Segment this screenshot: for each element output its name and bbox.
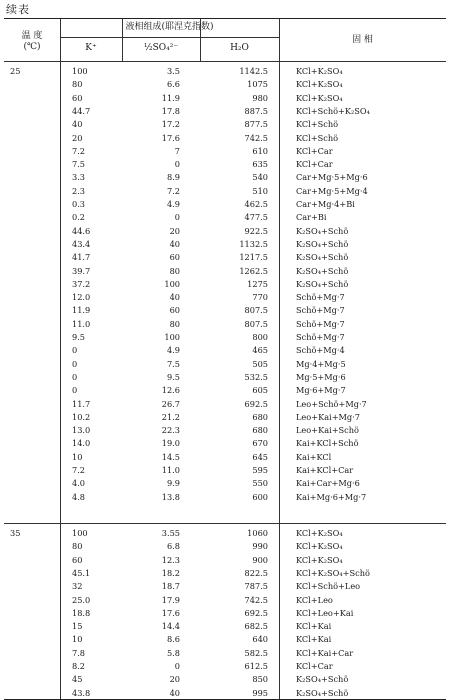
cell-h2o: 787.5: [244, 581, 268, 592]
cell-so4: 17.6: [161, 607, 180, 618]
cell-h2o: 550: [252, 478, 268, 489]
cell-so4: 20: [169, 225, 180, 236]
cell-k: 0.3: [72, 199, 86, 209]
cell-k: 12.0: [72, 292, 91, 303]
cell-so4: 40: [169, 238, 180, 249]
cell-so4: 3.55: [161, 528, 180, 538]
cell-so4: 12.3: [161, 554, 180, 565]
cell-k: 0.2: [72, 212, 86, 223]
cell-k: 100: [72, 66, 88, 76]
cell-phase: K₂SO₄+Schö: [296, 252, 349, 263]
cell-phase: K₂SO₄+Schö: [296, 225, 349, 236]
cell-k: 2.3: [72, 185, 86, 196]
cell-k: 4.0: [72, 478, 86, 489]
column-divider: [60, 19, 61, 699]
cell-so4: 60: [169, 305, 180, 316]
cell-so4: 21.2: [161, 411, 180, 422]
cell-phase: Car+Mg·5+Mg·6: [296, 172, 368, 183]
cell-k: 4.8: [72, 491, 86, 502]
cell-h2o: 1262.5: [239, 265, 268, 276]
cell-so4: 17.9: [161, 594, 180, 605]
cell-phase: Kai+KCl+Schö: [296, 438, 359, 449]
cell-so4: 0: [174, 212, 180, 223]
cell-h2o: 742.5: [244, 132, 268, 143]
cell-h2o: 645: [252, 451, 268, 462]
cell-so4: 11.0: [161, 465, 180, 475]
cell-phase: Mg·4+Mg·5: [296, 358, 346, 369]
cell-so4: 20: [169, 674, 180, 685]
cell-h2o: 505: [252, 358, 268, 369]
cell-phase: KCl+Schö: [296, 119, 339, 130]
cell-h2o: 612.5: [244, 661, 268, 671]
cell-k: 0: [72, 385, 78, 396]
cell-h2o: 462.5: [244, 199, 268, 209]
cell-k: 11.0: [72, 318, 91, 329]
cell-h2o: 1217.5: [239, 252, 268, 263]
cell-h2o: 807.5: [244, 305, 268, 316]
cell-h2o: 995: [252, 687, 268, 698]
cell-so4: 18.2: [161, 567, 180, 578]
temperature-value: 35: [10, 528, 21, 538]
header-temperature: 温 度 (℃): [21, 31, 43, 52]
cell-k: 37.2: [72, 278, 91, 289]
header-solid-phase: 固 相: [352, 35, 373, 45]
cell-k: 0: [72, 358, 78, 369]
cell-so4: 100: [164, 278, 180, 289]
cell-k: 0: [72, 371, 78, 382]
cell-h2o: 807.5: [244, 318, 268, 329]
cell-h2o: 692.5: [244, 398, 268, 409]
cell-so4: 26.7: [161, 398, 180, 409]
cell-h2o: 595: [252, 465, 268, 475]
header-so4: ½SO₄²⁻: [143, 43, 179, 53]
cell-phase: KCl+Car: [296, 145, 333, 156]
cell-h2o: 680: [252, 425, 268, 436]
cell-so4: 0: [174, 661, 180, 671]
cell-phase: KCl+Car: [296, 159, 333, 170]
cell-k: 44.7: [72, 105, 91, 116]
cell-h2o: 877.5: [244, 119, 268, 130]
cell-h2o: 742.5: [244, 594, 268, 605]
cell-k: 80: [72, 541, 83, 552]
cell-h2o: 532.5: [244, 371, 268, 382]
cell-phase: K₂SO₄+Schö: [296, 278, 349, 289]
cell-k: 10: [72, 451, 83, 462]
header-h2o: H₂O: [230, 43, 249, 53]
cell-so4: 40: [169, 687, 180, 698]
cell-k: 7.2: [72, 145, 86, 156]
cell-phase: KCl+K₂SO₄: [296, 92, 343, 103]
cell-phase: Kai+Car+Mg·6: [296, 478, 360, 489]
cell-h2o: 1142.5: [239, 66, 268, 76]
cell-k: 60: [72, 554, 83, 565]
cell-h2o: 600: [252, 491, 268, 502]
cell-phase: Schö+Mg·4: [296, 345, 345, 356]
header-bottom-rule: [4, 61, 446, 62]
cell-h2o: 1075: [247, 79, 268, 90]
cell-h2o: 1275: [247, 278, 268, 289]
cell-phase: Schö+Mg·7: [296, 292, 345, 303]
cell-so4: 7.5: [166, 358, 180, 369]
cell-h2o: 1132.5: [239, 238, 268, 249]
cell-so4: 80: [169, 318, 180, 329]
cell-h2o: 990: [252, 541, 268, 552]
section-divider: [4, 523, 446, 524]
cell-k: 7.5: [72, 159, 86, 170]
cell-h2o: 800: [252, 332, 268, 342]
cell-k: 25.0: [72, 594, 91, 605]
cell-phase: Kai+KCl: [296, 451, 332, 462]
cell-phase: Kai+KCl+Car: [296, 465, 354, 475]
cell-phase: KCl+Leo: [296, 594, 333, 605]
cell-so4: 17.8: [161, 105, 180, 116]
cell-k: 44.6: [72, 225, 91, 236]
cell-k: 10.2: [72, 411, 91, 422]
cell-phase: K₂SO₄+Schö: [296, 687, 349, 698]
cell-k: 80: [72, 79, 83, 90]
cell-k: 13.0: [72, 425, 91, 436]
cell-h2o: 510: [252, 185, 268, 196]
cell-phase: K₂SO₄+Schö: [296, 674, 349, 685]
cell-k: 43.8: [72, 687, 91, 698]
cell-h2o: 822.5: [244, 567, 268, 578]
cell-so4: 40: [169, 292, 180, 303]
cell-phase: KCl+Leo+Kai: [296, 607, 354, 618]
cell-phase: Car+Mg·5+Mg·4: [296, 185, 368, 196]
header-liquid-composition: 液相组成(耶涅克指数): [125, 22, 214, 32]
cell-phase: KCl+Schö+K₂SO₄: [296, 105, 370, 116]
cell-phase: Mg·6+Mg·7: [296, 385, 346, 396]
column-divider: [279, 19, 280, 699]
cell-h2o: 770: [252, 292, 268, 303]
cell-so4: 4.9: [166, 199, 180, 209]
cell-phase: KCl+Kai: [296, 634, 332, 645]
cell-k: 41.7: [72, 252, 91, 263]
cell-h2o: 680: [252, 411, 268, 422]
cell-h2o: 670: [252, 438, 268, 449]
cell-h2o: 922.5: [244, 225, 268, 236]
cell-phase: KCl+K₂SO₄: [296, 528, 343, 538]
cell-k: 39.7: [72, 265, 91, 276]
data-table: [4, 18, 446, 700]
cell-phase: Leo+Kai+Mg·7: [296, 411, 360, 422]
cell-so4: 3.5: [166, 66, 180, 76]
cell-phase: Leo+Schö+Mg·7: [296, 398, 367, 409]
cell-so4: 11.9: [161, 92, 180, 103]
cell-h2o: 540: [252, 172, 268, 183]
cell-h2o: 850: [252, 674, 268, 685]
cell-k: 7.2: [72, 465, 86, 475]
cell-phase: Car+Bi: [296, 212, 327, 223]
cell-k: 43.4: [72, 238, 91, 249]
cell-k: 7.8: [72, 647, 86, 658]
cell-h2o: 635: [252, 159, 268, 170]
cell-k: 40: [72, 119, 83, 130]
cell-k: 11.9: [72, 305, 91, 316]
cell-k: 14.0: [72, 438, 91, 449]
header-rule: [60, 37, 279, 38]
cell-k: 11.7: [72, 398, 91, 409]
cell-so4: 13.8: [161, 491, 180, 502]
cell-phase: K₂SO₄+Schö: [296, 265, 349, 276]
cell-so4: 22.3: [161, 425, 180, 436]
cell-h2o: 477.5: [244, 212, 268, 223]
cell-so4: 9.9: [166, 478, 180, 489]
cell-phase: KCl+Schö+Leo: [296, 581, 361, 592]
cell-h2o: 900: [252, 554, 268, 565]
cell-phase: K₂SO₄+Schö: [296, 238, 349, 249]
cell-phase: KCl+Car: [296, 661, 333, 671]
cell-phase: KCl+K₂SO₄: [296, 79, 343, 90]
cell-k: 15: [72, 621, 83, 632]
cell-phase: KCl+K₂SO₄+Schö: [296, 567, 370, 578]
cell-k: 20: [72, 132, 83, 143]
cell-so4: 17.6: [161, 132, 180, 143]
cell-so4: 0: [174, 159, 180, 170]
cell-phase: KCl+Schö: [296, 132, 339, 143]
temperature-value: 25: [10, 66, 21, 76]
cell-so4: 80: [169, 265, 180, 276]
cell-k: 0: [72, 345, 78, 356]
cell-phase: Mg·5+Mg·6: [296, 371, 346, 382]
cell-k: 10: [72, 634, 83, 645]
cell-so4: 14.4: [161, 621, 180, 632]
table-continued-caption: 续表: [6, 3, 30, 16]
cell-h2o: 605: [252, 385, 268, 396]
cell-so4: 60: [169, 252, 180, 263]
cell-k: 8.2: [72, 661, 86, 671]
cell-so4: 8.6: [166, 634, 180, 645]
cell-k: 18.8: [72, 607, 91, 618]
cell-k: 32: [72, 581, 83, 592]
cell-phase: Schö+Mg·7: [296, 318, 345, 329]
cell-k: 9.5: [72, 332, 86, 342]
header-k: K⁺: [85, 43, 97, 53]
cell-h2o: 640: [252, 634, 268, 645]
cell-phase: Leo+Kai+Schö: [296, 425, 359, 436]
cell-phase: Schö+Mg·7: [296, 305, 345, 316]
cell-k: 100: [72, 528, 88, 538]
cell-h2o: 887.5: [244, 105, 268, 116]
cell-phase: Schö+Mg·7: [296, 332, 345, 342]
cell-h2o: 682.5: [244, 621, 268, 632]
cell-h2o: 465: [252, 345, 268, 356]
cell-phase: KCl+Kai+Car: [296, 647, 354, 658]
cell-so4: 9.5: [166, 371, 180, 382]
cell-k: 45.1: [72, 567, 91, 578]
cell-phase: KCl+K₂SO₄: [296, 554, 343, 565]
cell-so4: 5.8: [166, 647, 180, 658]
cell-h2o: 692.5: [244, 607, 268, 618]
cell-phase: Car+Mg·4+Bi: [296, 199, 355, 209]
cell-so4: 7: [174, 145, 180, 156]
cell-so4: 4.9: [166, 345, 180, 356]
cell-k: 3.3: [72, 172, 86, 183]
cell-k: 60: [72, 92, 83, 103]
cell-h2o: 610: [252, 145, 268, 156]
cell-phase: KCl+K₂SO₄: [296, 541, 343, 552]
cell-so4: 12.6: [161, 385, 180, 396]
cell-phase: KCl+Kai: [296, 621, 332, 632]
cell-h2o: 582.5: [244, 647, 268, 658]
cell-phase: KCl+K₂SO₄: [296, 66, 343, 76]
cell-so4: 6.8: [166, 541, 180, 552]
cell-so4: 14.5: [161, 451, 180, 462]
cell-k: 45: [72, 674, 83, 685]
cell-phase: Kai+Mg·6+Mg·7: [296, 491, 367, 502]
cell-so4: 7.2: [166, 185, 180, 196]
cell-so4: 19.0: [161, 438, 180, 449]
cell-so4: 17.2: [161, 119, 180, 130]
cell-so4: 6.6: [166, 79, 180, 90]
cell-h2o: 1060: [247, 528, 268, 538]
cell-h2o: 980: [252, 92, 268, 103]
cell-so4: 100: [164, 332, 180, 342]
cell-so4: 8.9: [166, 172, 180, 183]
cell-so4: 18.7: [161, 581, 180, 592]
